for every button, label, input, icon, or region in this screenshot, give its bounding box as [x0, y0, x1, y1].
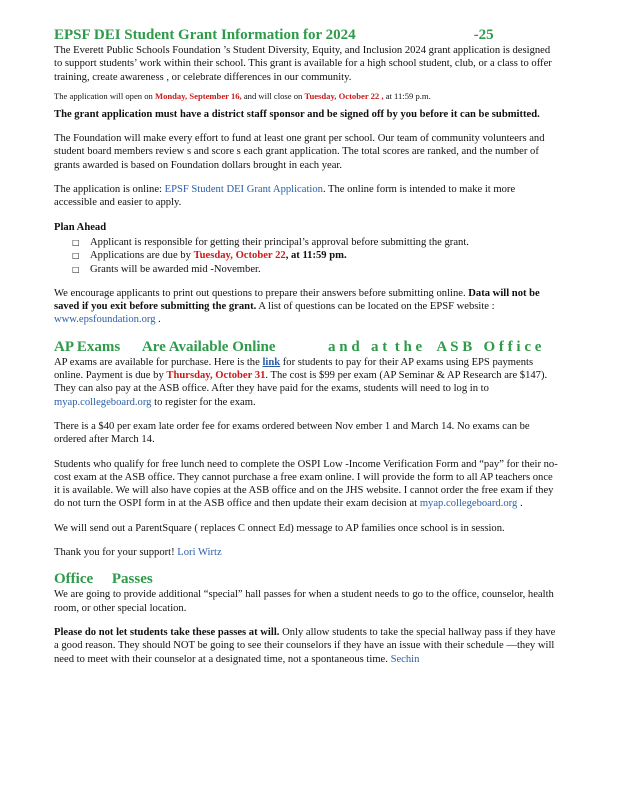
grant-dates: The application will open on Monday, September 16, and will close on Tuesday, October 22 , at 11:59 p.m.	[54, 90, 431, 101]
ap-thanks: Thank you for your support! Lori Wirtz	[54, 547, 222, 559]
ap-paragraph-late-fee: There is a $40 per exam late order fee for exams ordered between Nov ember 1 and March 14. No exams can be ordered after March 14.	[54, 420, 530, 446]
ap-paragraph-parentsquare: We will send out a ParentSquare ( replaces C onnect Ed) message to AP families once school is in session.	[54, 522, 505, 534]
ap-paragraph-payment: AP exams are available for purchase. Here is the link for students to pay for their AP exams using EPS payments online. Payment is due by Thursday, October 31. The cost is $99 per exam (AP Seminar & AP Research are $147). They can also pay at the ASB office. After they have paid for the exams, students will need to log in to myap.collegeboard.org to register for the exam.	[54, 356, 548, 408]
ap-paragraph-free-lunch: Students who qualify for free lunch need to complete the OSPI Low -Income Verification Form and “pay” for their no-cost exam at the ASB office. They cannot purchase a free exam online. I will provide the form to all AP teachers once it is available. We will also have copies at the ASB office and on the JHS website. I cannot order the free exam if they do not turn the OSPI form in at the ASB office and then update their exam decision at myap.collegeboard.org .	[54, 458, 558, 510]
newsletter-page	[54, 26, 558, 666]
payment-due-date: Thursday, October 31	[166, 370, 266, 382]
office-paragraph-2: Please do not let students take these passes at will. Only allow students to take the special hallway pass if they have a good reason. They should NOT be going to see their counselors if they have an issue with their schedule —they will need to meet with their counselor at a designated time, not a spontaneous time. Sechin	[54, 626, 556, 665]
review-note: The Foundation will make every effort to fund at least one grant per school. Our team of community volunteers and student board members review s and score s each grant application. The total scores are ranked, and the number of grants awarded is based on Foundation dollars brought in each year.	[54, 133, 545, 171]
plan-ahead-list	[54, 236, 558, 276]
office-paragraph-1: We are going to provide additional “special” hall passes for when a student needs to go to the office, counselor, health room, or other special location.	[54, 589, 554, 614]
signature-sechin: Sechin	[390, 653, 420, 665]
ap-payment-link[interactable]: link	[262, 356, 281, 368]
plan-ahead-heading: Plan Ahead	[54, 221, 107, 233]
list-item: □ Grants will be awarded mid -November.	[72, 263, 261, 275]
bullet-icon: □	[72, 264, 80, 274]
list-item: □ Applications are due by Tuesday, October 22, at 11:59 pm.	[72, 250, 347, 262]
close-date: Tuesday, October 22 ,	[304, 90, 384, 101]
sponsor-note: The grant application must have a district staff sponsor and be signed off by you before it can be submitted.	[54, 108, 540, 120]
epsf-website-link[interactable]: www.epsfoundation.org	[54, 314, 156, 326]
grant-section-title: EPSF DEI Student Grant Information for 2024 -25	[54, 27, 494, 43]
bullet-icon: □	[72, 237, 80, 247]
open-date: Monday, September 16,	[154, 90, 242, 101]
signature-lori: Lori Wirtz	[177, 547, 222, 559]
office-section-title: Office Passes	[54, 571, 153, 588]
collegeboard-link[interactable]: myap.collegeboard.org	[54, 396, 152, 408]
bullet-icon: □	[72, 251, 80, 261]
list-item: □ Applicant is responsible for getting their principal’s approval before submitting the grant.	[72, 236, 469, 248]
grant-application-link[interactable]: EPSF Student DEI Grant Application	[164, 184, 323, 196]
prepare-note: We encourage applicants to print out questions to prepare their answers before submitting online. Data will not be saved if you exit before submitting the grant. A list of questions can be located on the EPSF website : www.epsfoundation.org .	[54, 287, 540, 326]
ap-section-title: AP Exams Are Available Online a n d a t t h e A S B O f f i c e	[54, 338, 542, 355]
collegeboard-link-2[interactable]: myap.collegeboard.org	[419, 498, 518, 510]
grant-intro: The Everett Public Schools Foundation ’s Student Diversity, Equity, and Inclusion 2024 grant application is designed to support students’ work within their school. This grant is available for a high school student, club, or a class to offer training, create awareness , or celebrate differences in our community.	[54, 45, 552, 83]
online-note: The application is online: EPSF Student DEI Grant Application. The online form is intended to make it more accessible and easier to apply.	[54, 184, 516, 209]
